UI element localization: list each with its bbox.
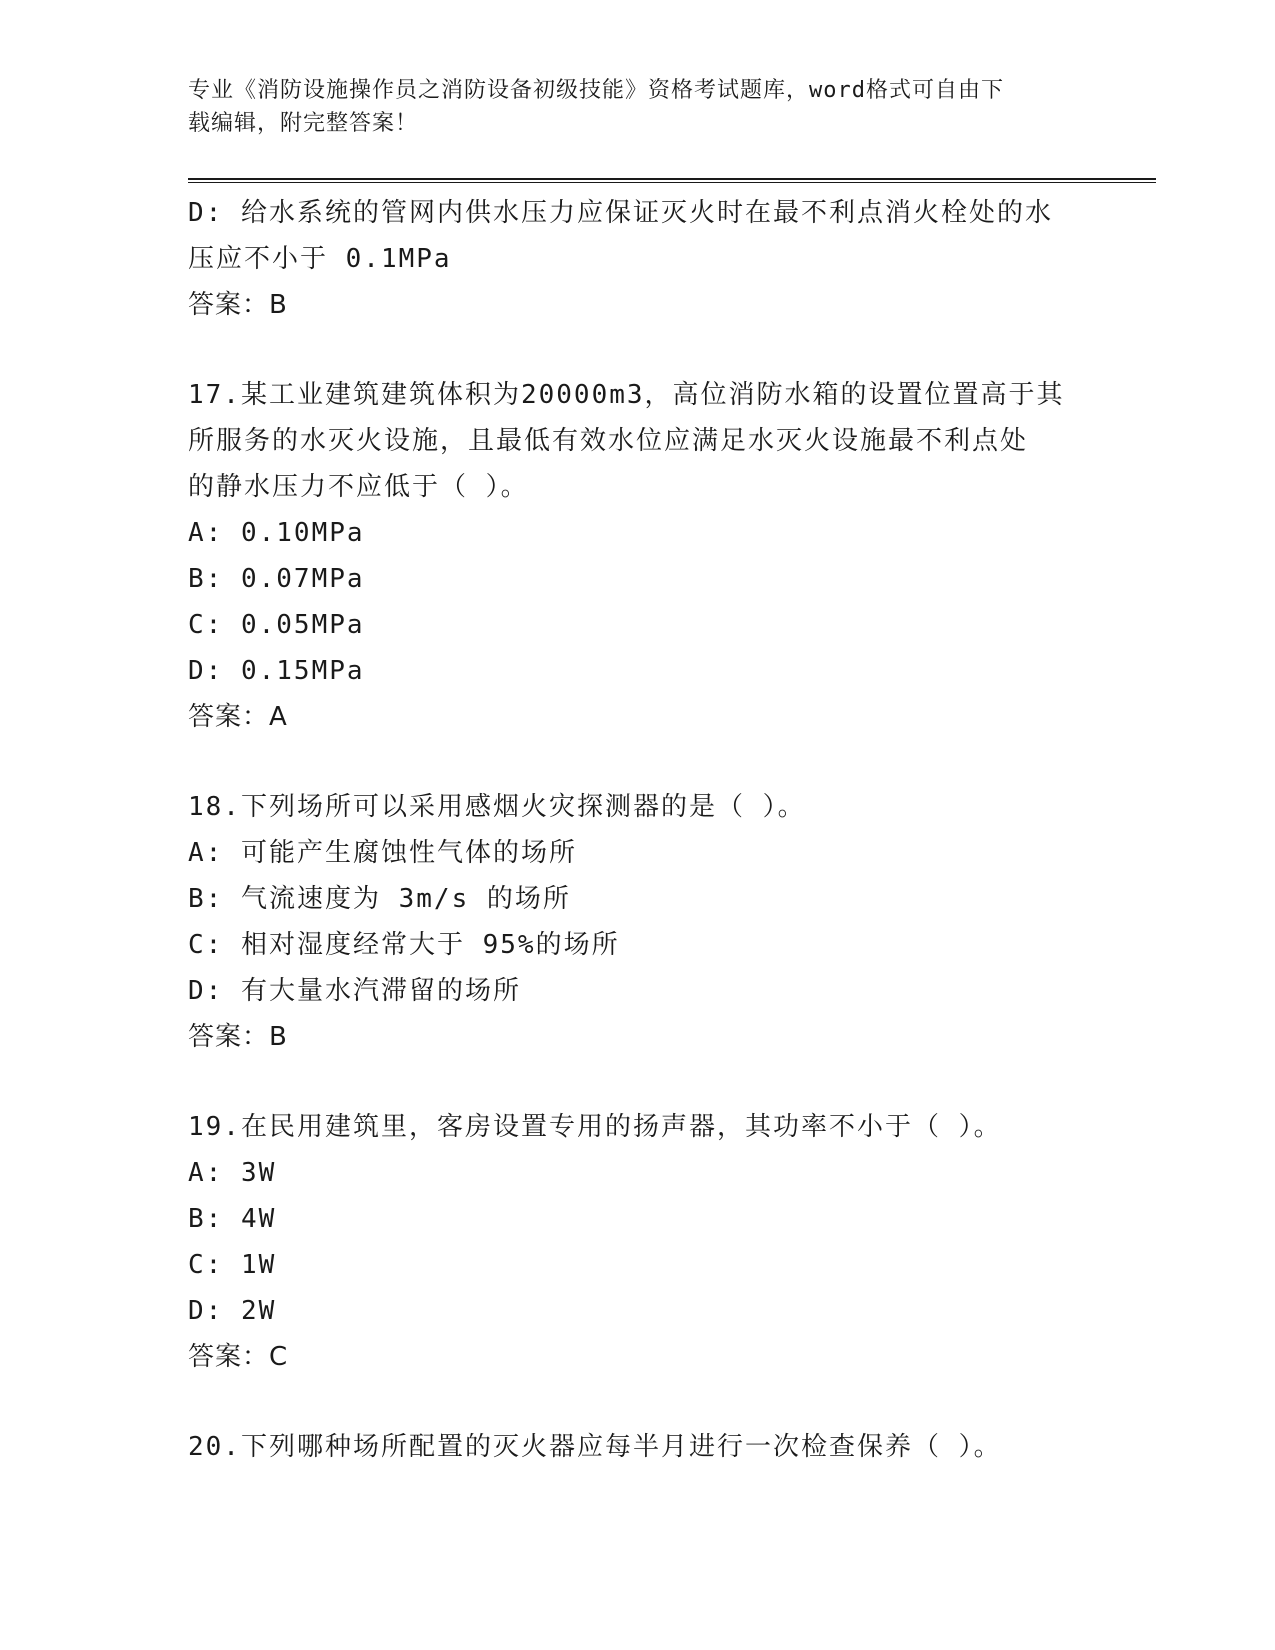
answer: 答案：B [188,290,288,320]
header-line-1: 专业《消防设施操作员之消防设备初级技能》资格考试题库，word格式可自由下 [188,78,1004,103]
answer: 答案：A [188,702,288,732]
question-text-line: 的静水压力不应低于（ ）。 [188,472,529,502]
option-d: D: 0.15MPa [188,656,365,686]
page-header [188,74,1068,140]
question-text-line: 20.下列哪种场所配置的灭火器应每半月进行一次检查保养（ ）。 [188,1432,1002,1462]
answer: 答案：B [188,1022,288,1052]
question-text-line: 18.下列场所可以采用感烟火灾探测器的是（ ）。 [188,792,806,822]
option-d-continued: 压应不小于 0.1MPa [188,244,452,274]
document-body [188,190,1088,1470]
option-b: B: 气流速度为 3m/s 的场所 [188,884,571,914]
option-a: A: 3W [188,1158,277,1188]
question-17 [188,372,1088,740]
option-c: C: 0.05MPa [188,610,365,640]
question-19 [188,1104,1088,1380]
option-a: A: 0.10MPa [188,518,365,548]
option-d: D: 给水系统的管网内供水压力应保证灭火时在最不利点消火栓处的水 [188,198,1053,228]
question-text-line: 所服务的水灭火设施，且最低有效水位应满足水灭火设施最不利点处 [188,426,1029,456]
option-d: D: 有大量水汽滞留的场所 [188,976,521,1006]
question-text-line: 17.某工业建筑建筑体积为20000m3，高位消防水箱的设置位置高于其 [188,380,1065,410]
header-divider [188,178,1156,183]
option-b: B: 0.07MPa [188,564,365,594]
answer: 答案：C [188,1342,289,1372]
option-c: C: 1W [188,1250,277,1280]
header-line-2: 载编辑，附完整答案！ [188,111,419,136]
option-a: A: 可能产生腐蚀性气体的场所 [188,838,577,868]
question-16-continuation [188,190,1088,328]
option-c: C: 相对湿度经常大于 95%的场所 [188,930,620,960]
question-20 [188,1424,1088,1470]
question-18 [188,784,1088,1060]
option-d: D: 2W [188,1296,277,1326]
option-b: B: 4W [188,1204,277,1234]
question-text-line: 19.在民用建筑里，客房设置专用的扬声器，其功率不小于（ ）。 [188,1112,1002,1142]
